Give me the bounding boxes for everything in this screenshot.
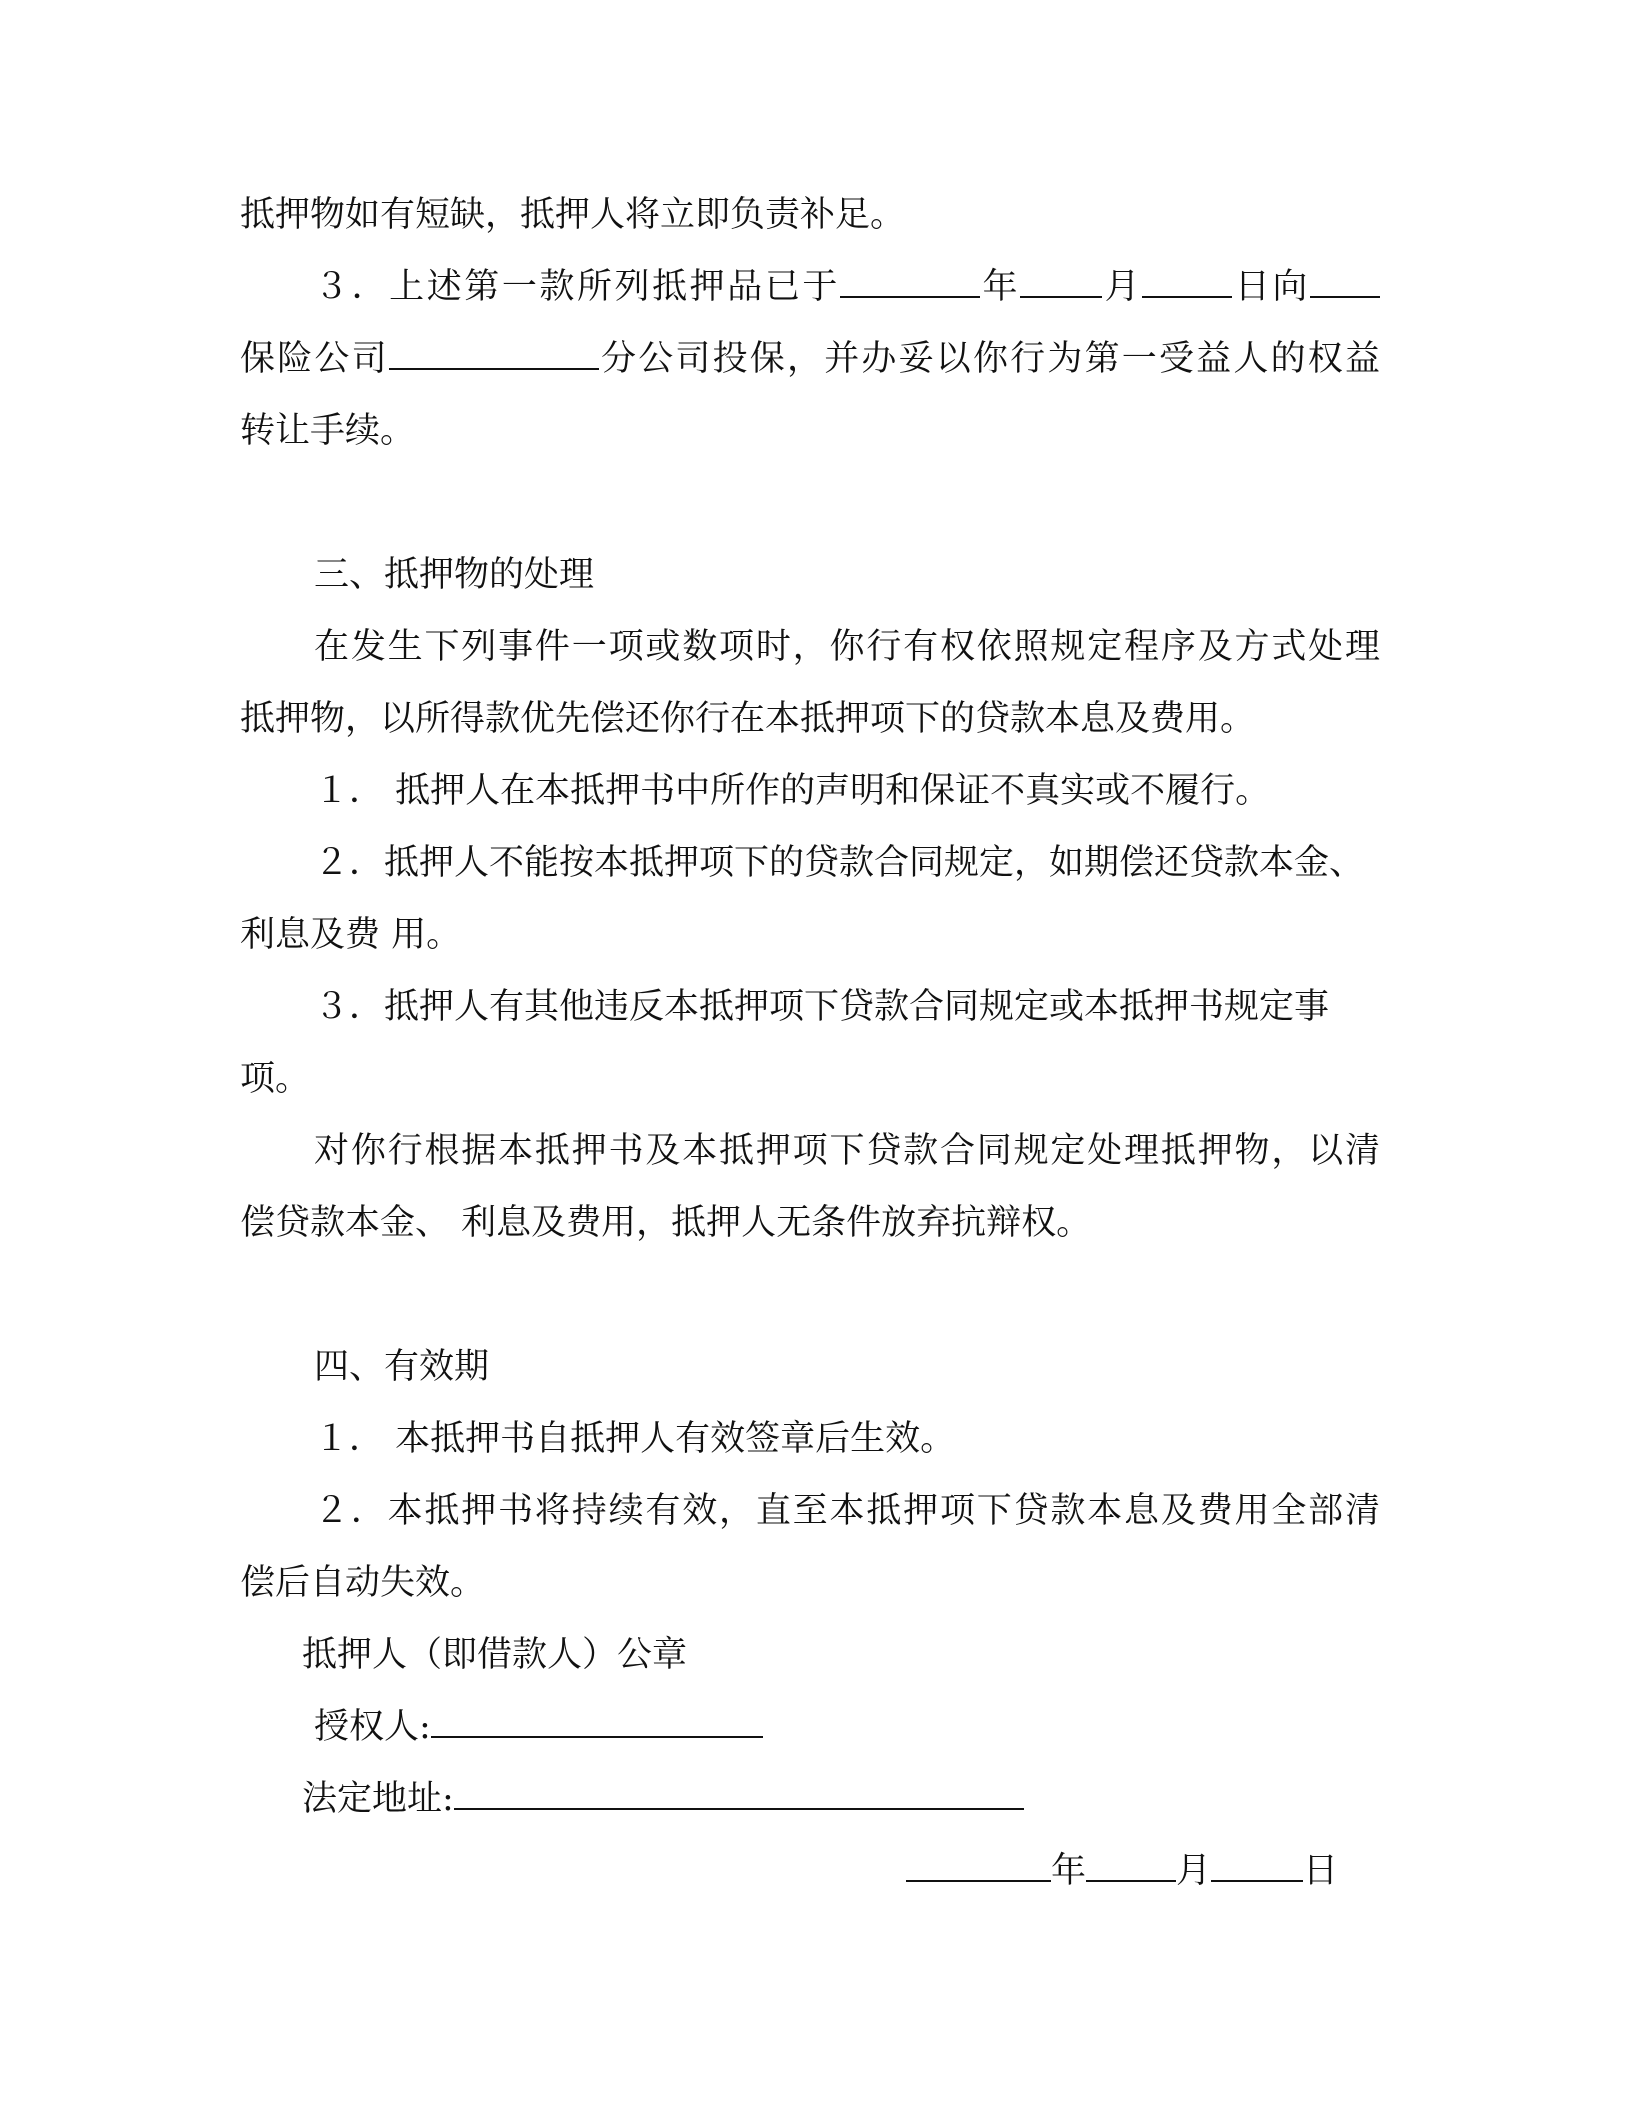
section3-item2-line-2 [240,910,1380,960]
insurer-branch-blank[interactable] [389,334,599,370]
section3-intro-a: 在发生下列事件一项或数项时，你行有权依照规定程序及方式处理 [314,627,1380,667]
authorized-signature-blank[interactable] [431,1702,763,1738]
section4-item2-line-2 [240,1558,1380,1608]
section3-intro-line-2 [240,694,1380,744]
section3-item3-b: 项。 [240,1059,311,1099]
insurance-year-label: 年 [979,267,1021,307]
section3-item3-a: ３．抵押人有其他违反本抵押项下贷款合同规定或本抵押书规定事 [314,987,1330,1027]
signature-date-line [906,1846,1346,1896]
section3-item2-line-1 [314,838,1454,888]
insurer-label: 保险公司 [240,339,389,379]
section4-heading [314,1342,1454,1392]
section4-item2-a: ２．本抵押书将持续有效，直至本抵押项下贷款本息及费用全部清 [314,1491,1380,1531]
shortage-text: 抵押物如有短缺，抵押人将立即负责补足。 [240,195,906,235]
insurer-name-blank[interactable] [1310,262,1380,298]
section3-item3-line-1 [314,982,1454,1032]
item3-number: ３． [314,267,390,307]
address-blank[interactable] [454,1774,1024,1810]
section3-item2-a: ２．抵押人不能按本抵押项下的贷款合同规定，如期偿还贷款本金、 [314,843,1365,883]
signature-year-label: 年 [1051,1851,1087,1891]
section3-item3-line-2 [240,1054,1380,1104]
section3-item2-b: 利息及费 用。 [240,915,462,955]
signature-year-blank[interactable] [906,1846,1051,1882]
signature-day-label: 日 [1303,1851,1339,1891]
section3-waiver-b: 偿贷款本金、 利息及费用，抵押人无条件放弃抗辩权。 [240,1203,1092,1243]
section3-item1 [314,766,1454,816]
address-line [302,1774,1442,1824]
authorized-line [314,1702,1454,1752]
section3-waiver-line-1 [314,1126,1380,1176]
insurance-year-blank[interactable] [840,262,980,298]
insurance-line-3 [240,406,1380,456]
section3-heading-text: 三、抵押物的处理 [314,555,595,595]
section3-heading [314,550,1454,600]
insurance-month-label: 月 [1102,267,1143,307]
section4-item1 [314,1414,1454,1464]
insurance-day-label: 日向 [1232,267,1310,307]
insurance-text-a: 上述第一款所列抵押品已于 [389,267,840,307]
section3-intro-b: 抵押物，以所得款优先偿还你行在本抵押项下的贷款本息及费用。 [240,699,1256,739]
section4-item2-line-1 [314,1486,1380,1536]
insurance-text-c: 转让手续。 [240,411,416,451]
section3-intro-line-1 [314,622,1380,672]
insurance-text-b: 分公司投保，并办妥以你行为第一受益人的权益 [598,339,1380,379]
section3-waiver-line-2 [240,1198,1380,1248]
seal-label: 抵押人（即借款人）公章 [302,1635,688,1675]
address-label: 法定地址: [302,1779,454,1819]
signature-month-label: 月 [1176,1851,1212,1891]
seal-line [302,1630,1442,1680]
section3-waiver-a: 对你行根据本抵押书及本抵押项下贷款合同规定处理抵押物，以清 [314,1131,1380,1171]
authorized-label: 授权人: [314,1707,431,1747]
signature-month-blank[interactable] [1086,1846,1176,1882]
insurance-line-1 [314,262,1380,312]
section3-item1-text: １． 抵押人在本抵押书中所作的声明和保证不真实或不履行。 [314,771,1271,811]
section4-item1-text: １． 本抵押书自抵押人有效签章后生效。 [314,1419,956,1459]
shortage-line [240,190,1380,240]
section4-item2-b: 偿后自动失效。 [240,1563,486,1603]
signature-day-blank[interactable] [1211,1846,1303,1882]
section4-heading-text: 四、有效期 [314,1347,490,1387]
insurance-day-blank[interactable] [1142,262,1232,298]
insurance-month-blank[interactable] [1020,262,1102,298]
insurance-line-2 [240,334,1380,384]
